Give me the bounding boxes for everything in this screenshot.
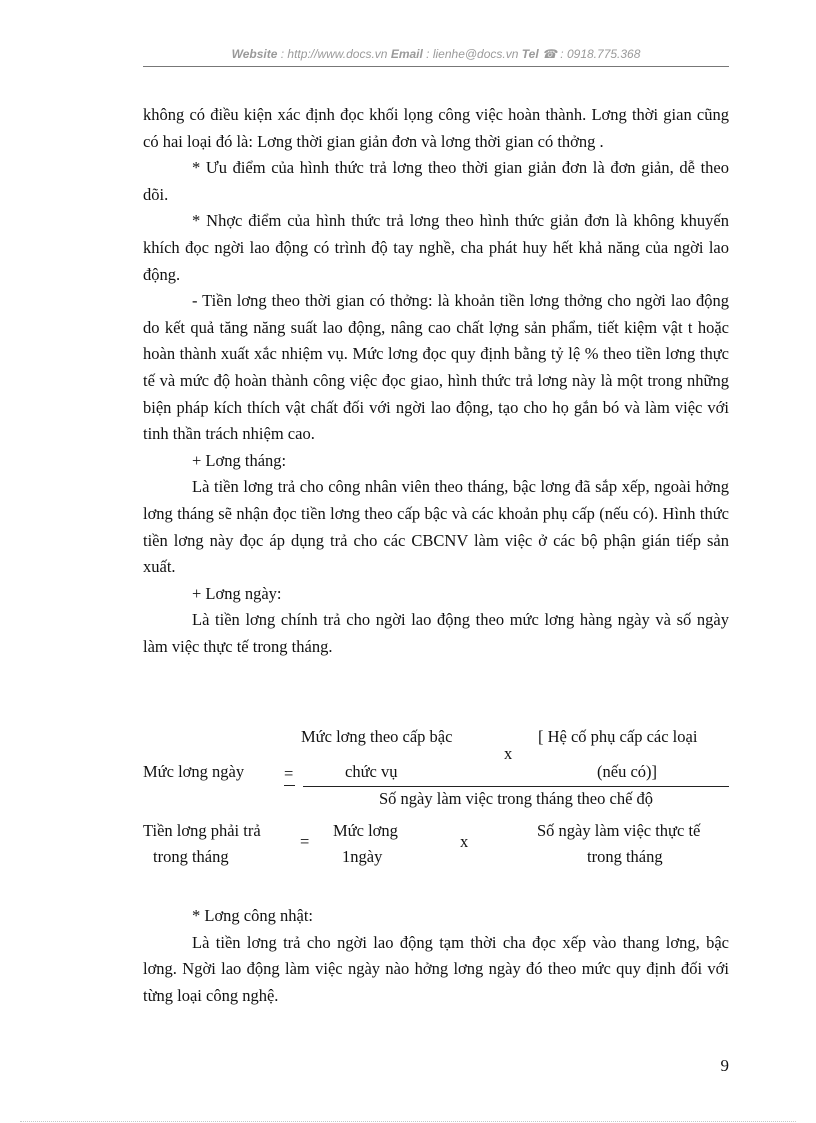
paragraph: + Lơng tháng:: [192, 450, 287, 470]
monthly-term-2-cont: trong tháng: [587, 847, 663, 866]
monthly-equals: =: [300, 832, 310, 851]
paragraph: * Ưu điểm của hình thức trả lơng theo thời gian giản đơn là đơn giản, dễ theo dõi.: [143, 158, 729, 204]
numerator-term-1: Mức lơng theo cấp bậc: [301, 727, 453, 746]
numerator-term-1-cont: chức vụ: [345, 762, 398, 781]
daily-wage-formula: [143, 722, 729, 812]
paragraph: * Lơng công nhật:: [192, 906, 313, 925]
page-header: Website : http://www.docs.vn Email : lienhe@docs.vn Tel ☎ : 0918.775.368: [231, 47, 641, 61]
fraction-bar: [303, 786, 729, 787]
monthly-lhs-cont: trong tháng: [153, 847, 229, 866]
tel-number: 0918.775.368: [566, 47, 641, 61]
paragraph: không có điều kiện xác định đọc khối lọng công việc hoàn thành. Lơng thời gian cũng có hai loại đó là: Lơng thời gian giản đơn và lơng thời gian có thởng .: [143, 105, 729, 151]
body-text: [143, 102, 729, 660]
tel-label: Tel: [521, 47, 539, 61]
monthly-times: x: [460, 832, 469, 851]
paragraph: + Lơng ngày:: [192, 583, 282, 603]
monthly-term-1: Mức lơng: [333, 821, 398, 840]
paragraph: Là tiền lơng trả cho ngời lao động tạm thời cha đọc xếp vào thang lơng, bậc lơng. Ngời lao động làm việc ngày nào hởng lơng ngày đó theo mức quy định đối với từng loại công nghệ.: [143, 932, 729, 1005]
phone-icon: ☎: [542, 47, 557, 61]
monthly-wage-formula: [143, 818, 729, 874]
numerator-term-2: [ Hệ cố phụ cấp các loại: [538, 727, 698, 746]
monthly-term-2: Số ngày làm việc thực tế: [537, 821, 701, 840]
formula-lhs: Mức lơng ngày: [143, 762, 245, 781]
paragraph: Là tiền lơng trả cho công nhân viên theo tháng, bậc lơng đã sắp xếp, ngoài hởng lơng tháng sẽ nhận đọc tiền lơng theo cấp bậc và các khoản phụ cấp (nếu có). Hình thức tiền lơng này đọc áp dụng trả cho các CBCNV làm việc ở các bộ phận gián tiếp sản xuất.: [143, 477, 729, 577]
website-url[interactable]: http://www.docs.vn: [287, 47, 388, 61]
website-label: Website: [231, 47, 278, 61]
monthly-lhs: Tiền lơng phải trả: [143, 821, 261, 840]
paragraph: Là tiền lơng chính trả cho ngời lao động theo mức lơng hàng ngày và số ngày làm việc thực tế trong tháng.: [143, 610, 729, 656]
footer-divider: [20, 1121, 796, 1122]
paragraph: - Tiền lơng theo thời gian có thởng: là khoản tiền lơng thởng cho ngời lao động do kết quả tăng năng suất lao động, nâng cao chất lợng sản phẩm, tiết kiệm vật t hoặc hoàn thành xuất xắc nhiệm vụ. Mức lơng đọc quy định bằng tỷ lệ % theo tiền lơng thực tế và mức độ hoàn thành công việc đọc giao, hình thức trả lơng này là một trong những biện pháp kích thích vật chất đối với ngời lao động, tạo cho họ gắn bó và làm việc với tinh thần trách nhiệm cao.: [143, 291, 729, 444]
page-number: 9: [720, 1056, 729, 1075]
denominator: Số ngày làm việc trong tháng theo chế độ: [379, 789, 654, 808]
email-address[interactable]: lienhe@docs.vn: [432, 47, 519, 61]
header-divider: [143, 66, 729, 67]
monthly-term-1-cont: 1ngày: [342, 847, 383, 866]
numerator-term-2-cont: (nếu có)]: [597, 762, 658, 781]
formula-times: x: [504, 744, 513, 763]
formula-equals: =: [284, 764, 294, 783]
equals-underline: [284, 785, 295, 786]
email-label: Email: [390, 47, 423, 61]
body-text-continued: [143, 903, 729, 1009]
paragraph: * Nhợc điểm của hình thức trả lơng theo hình thức giản đơn là không khuyến khích đọc ngời lao động có trình độ tay nghề, cha phát huy hết khả năng của ngời lao động.: [143, 211, 729, 284]
